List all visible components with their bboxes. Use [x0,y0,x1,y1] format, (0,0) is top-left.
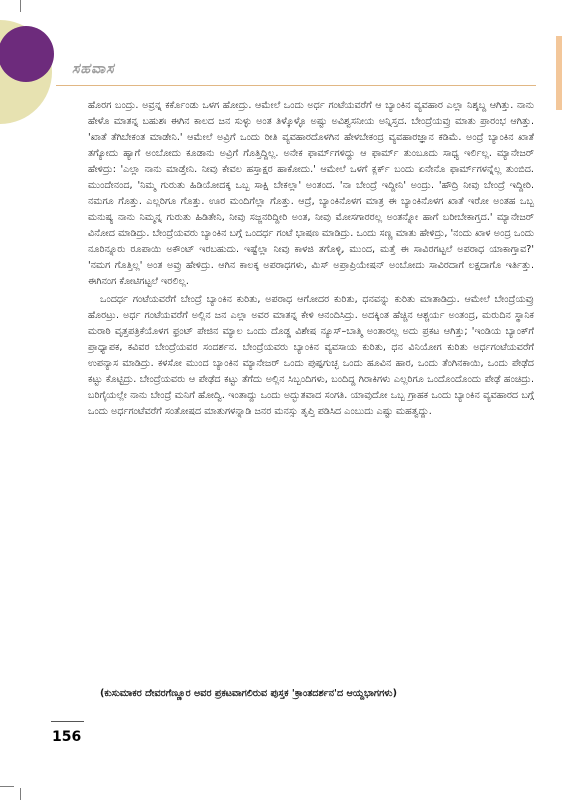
article-body [88,98,534,422]
page-number-divider [51,721,84,722]
page-edge-tab [556,36,562,110]
source-footnote: (ಕುಸುಮಾಕರ ದೇವರಗೆಣ್ಣೂರ ಅವರ ಪ್ರಕಟವಾಗಲಿರುವ ಪುಸ್ತಕ 'ಕ್ರಾಂತದರ್ಶನ'ದ ಆಯ್ದಭಾಗಗಳು) [100,688,397,699]
crop-mark-bottom-left-vertical [20,788,21,800]
crop-mark-top-left [20,0,21,12]
page-number: 156 [52,729,82,745]
crop-mark-bottom-left [0,786,14,787]
header-divider [56,85,536,86]
section-title: ಸಹವಾಸ [72,61,115,77]
paragraph: ಒಂದರ್ಧ ಗಂಟೆಯವರೆಗೆ ಬೇಂದ್ರೆ ಬ್ಯಾಂಕಿನ ಕುರಿತು, ಅಪರಾಧ ಆಗೋದರ ಕುರಿತು, ಧನವನ್ನು ಕುರಿತು ಮಾತಾಡಿದ್ರು. ಆಮೇಲೆ ಬೇಂದ್ರೆಯವ್ರು ಹೊರಟ್ರು. ಅರ್ಧ ಗಂಟೆಯವರೆಗೆ ಅಲ್ಲಿನ ಜನ ಎಲ್ಲಾ ಅವರ ಮಾತನ್ನ ಕೇಳಿ ಆನಂದಿಸಿದ್ರು. ಅದಕ್ಕಿಂತ ಹೆಚ್ಚಿನ ಆಶ್ಚರ್ಯ ಅಂತಂದ್ರ, ಮರುದಿನ ಸ್ಥಾನಿಕ ಮರಾಠಿ ವೃತ್ತಪತ್ರಿಕೆಯೊಳಗ ಫ್ರಂಟ್ ಪೇಜಿನ ಮ್ಯಾಲ ಒಂದು ದೊಡ್ಡ ವಿಶೇಷ ನ್ಯೂಸ್–ಬಾತ್ಮಿ ಅಂತಾರಲ್ಲ ಅದು ಪ್ರಕಟ ಆಗಿತ್ತು; 'ಇಂಡಿಯ ಬ್ಯಾಂಕ್‌ಗೆ ಪ್ರಾಧ್ಯಾಪಕ, ಕವಿವರ ಬೇಂದ್ರೆಯವರ ಸಂದರ್ಶನ. ಬೇಂದ್ರೆಯವರು ಬ್ಯಾಂಕಿನ ವ್ಯವಸಾಯ ಕುರಿತು, ಧನ ವಿನಿಯೋಗ ಕುರಿತು ಅರ್ಧಗಂಟೆಯವರೆಗೆ ಉಪನ್ಯಾಸ ಮಾಡಿದ್ರು. ಕಳಸೋ ಮುಂದ ಬ್ಯಾಂಕಿನ ಮ್ಯಾನೇಜರ್ ಒಂದು ಪುಷ್ಪಗುಚ್ಛ ಒಂದು ಹೂವಿನ ಹಾರ, ಒಂದು ತೆಂಗಿನಕಾಯಿ, ಒಂದು ಪೇಢೆದ ಕಟ್ಟು ಕೊಟ್ಟಿದ್ರು. ಬೇಂದ್ರೆಯವರು ಆ ಪೇಢೆದ ಕಟ್ಟು ತೆಗೆದು ಅಲ್ಲಿನ ಸಿಬ್ಬಂದಿಗಳು, ಬಂದಿದ್ದ ಗಿರಾಕಿಗಳು ಎಲ್ಲರಿಗೂ ಒಂದೊಂದೊಂದು ಪೇಢೆ ಹಂಚಿದ್ರು. ಬರಿಗೈಯಲ್ಲೇ ನಾನು ಬೇಂದ್ರೆ ಮನಿಗೆ ಹೋದ್ವಿ. ಇಂತಾದ್ದು ಒಂದು ಅದ್ಭುತವಾದ ಸಂಗತಿ. ಯಾವುದೋ ಒಬ್ಬ ಗ್ರಾಹಕ ಒಂದು ಬ್ಯಾಂಕಿನ ವ್ಯವಹಾರದ ಬಗ್ಗೆ ಒಂದು ಅರ್ಧಗಂಟೆವರೆಗೆ ಸಂತೋಷದ ಮಾತುಗಳನ್ನಾಡಿ ಜನರ ಮನಸ್ಸು ತೃಪ್ತಿ ಪಡಿಸಿದ ಎಂಬುದು ಎಷ್ಟು ಮಹತ್ವದ್ದು. [88,294,534,417]
decorative-purple-circle [0,26,54,82]
paragraph: ಹೊರಗ ಬಂದ್ರು. ಅವ್ರನ್ನ ಕರ್ಕೊಂಡು ಒಳಗ ಹೋದ್ರು. ಆಮೇಲೆ ಒಂದು ಅರ್ಧ ಗಂಟೆಯವರೆಗೆ ಆ ಬ್ಯಾಂಕಿನ ವ್ಯವಹಾರ ಎಲ್ಲಾ ನಿಶ್ಶಬ್ದ ಆಗಿತ್ತು. ನಾನು ಹೇಳೊ ಮಾತನ್ನ ಬಹುಶಃ ಈಗಿನ ಕಾಲದ ಜನ ಸುಳ್ಳು ಅಂತ ತಿಳ್ಕೊಳ್ಳೊ ಅಷ್ಟು ಅವಿಶ್ವಸನೀಯ ಅನ್ನಿಸ್ತದ. ಬೇಂದ್ರೆಯವ್ರು ಮಾತು ಪ್ರಾರಂಭ ಆಗಿತ್ತು. 'ಖಾತೆ ತೆಗಿಬೇಕಂತ ಮಾಡೇನಿ.' ಆಮೇಲೆ ಅವ್ರಿಗೆ ಒಂದು ರೀತಿ ವ್ಯವಹಾರದೊಳಗಿನ ಹೇಳಬೇಕಂದ್ರ ವ್ಯವಹಾರಜ್ಞಾನ ಕಡಿಮೆ. ಅಂದ್ರೆ ಬ್ಯಾಂಕಿನ ಖಾತೆ ತಗ್ಯೋದು ಹ್ಯಾಗೆ ಅಂಬೋದು ಕೂಡಾನು ಅವ್ರಿಗೆ ಗೊತ್ತಿದ್ದಿಲ್ಲ. ಅನೇಕ ಫಾರ್ಮ್‌ಗಳಿದ್ದು ಆ ಫಾರ್ಮ್ ತುಂಬೂದು ಸಾಧ್ಯ ಇರ್ಲಿಲ್ಲ. ಮ್ಯಾನೇಜರ್ ಹೇಳಿದ್ರು: 'ಎಲ್ಲಾ ನಾನು ಮಾಡ್ತೇನಿ. ನೀವು ಕೇವಲ ಹಸ್ತಾಕ್ಷರ ಹಾಕೋದು.' ಆಮೇಲೆ ಒಳಗೆ ಕ್ಲರ್ಕ್ ಬಂದು ಏನೇನೊ ಫಾರ್ಮ್‌ಗಳನ್ನೆಲ್ಲ ತುಂಬಿದ. ಮುಂದೇನಂದ, 'ನಿಮ್ಮ ಗುರುತು ಹಿಡಿಯೋದಕ್ಕ ಒಬ್ಬ ಸಾಕ್ಷಿ ಬೇಕಲ್ಲಾ' ಅಂತಂದ. 'ನಾ ಬೇಂದ್ರೆ ಇದ್ದೀನಿ' ಅಂದ್ರು. 'ಹೌದ್ರಿ ನೀವು ಬೇಂದ್ರೆ ಇದ್ದೀರಿ. ನಮಗೂ ಗೊತ್ತು. ಎಲ್ಲರಿಗೂ ಗೊತ್ತು. ಊರ ಮಂದಿಗೆಲ್ಲಾ ಗೊತ್ತು. ಆದ್ರೆ, ಬ್ಯಾಂಕಿನೊಳಗ ಮಾತ್ರ ಈ ಬ್ಯಾಂಕಿನೊಳಗ ಖಾತೆ ಇರೋ ಅಂತಹ ಒಬ್ಬ ಮನುಷ್ಯ ನಾನು ನಿಮ್ಮನ್ನ ಗುರುತು ಹಿಡಿತೇನಿ, ನೀವು ಸಜ್ಜನರಿದ್ದೀರಿ ಅಂತ, ನೀವು ಮೋಸಗಾರರಲ್ಲ ಅಂತನ್ನೋ ಹಾಗೆ ಬರೀಬೇಕಾಗ್ತದ.' ಮ್ಯಾನೇಜರ್ ವಿನೋದ ಮಾಡಿದ್ರು. ಬೇಂದ್ರೆಯವರು ಬ್ಯಾಂಕಿನ ಬಗ್ಗೆ ಒಂದರ್ಧ ಗಂಟೆ ಭಾಷಣ ಮಾಡಿದ್ರು. ಒಂದು ಸಣ್ಣ ಮಾತು ಹೇಳಿದ್ರು, 'ನಂದು ಖಾಳ ಅಂದ್ರ ಒಂದು ನೂರಿನ್ನೂರು ರೂಪಾಯಿ ಅಕೌಂಟ್ ಇರಬಹುದು. ಇಷ್ಟೆಲ್ಲಾ ನೀವು ಕಾಳಜಿ ತಗೊಳ್ಳಿ, ಮುಂದ, ಮತ್ತೆ ಈ ಸಾವಿರಗಟ್ಟಲೆ ಅಪರಾಧ ಯಾಕಾಗ್ತಾವ?' 'ನಮಗ ಗೊತ್ತಿಲ್ಲ' ಅಂತ ಅವ್ರು ಹೇಳಿದ್ರು. ಆಗಿನ ಕಾಲಕ್ಕ ಅಪರಾಧಗಳು, ಮಿಸ್ ಅಪ್ರಾಪ್ರಿಯೇಷನ್ ಅಂಬೋದು ಸಾವಿರದಾಗೆ ಲಕ್ಷದಾಗೊ ಇರ್ತಿತ್ತು. ಈಗಿನಂಗ ಕೋಟಿಗಟ್ಟಲೆ ಇರಲಿಲ್ಲ. [88,100,534,287]
